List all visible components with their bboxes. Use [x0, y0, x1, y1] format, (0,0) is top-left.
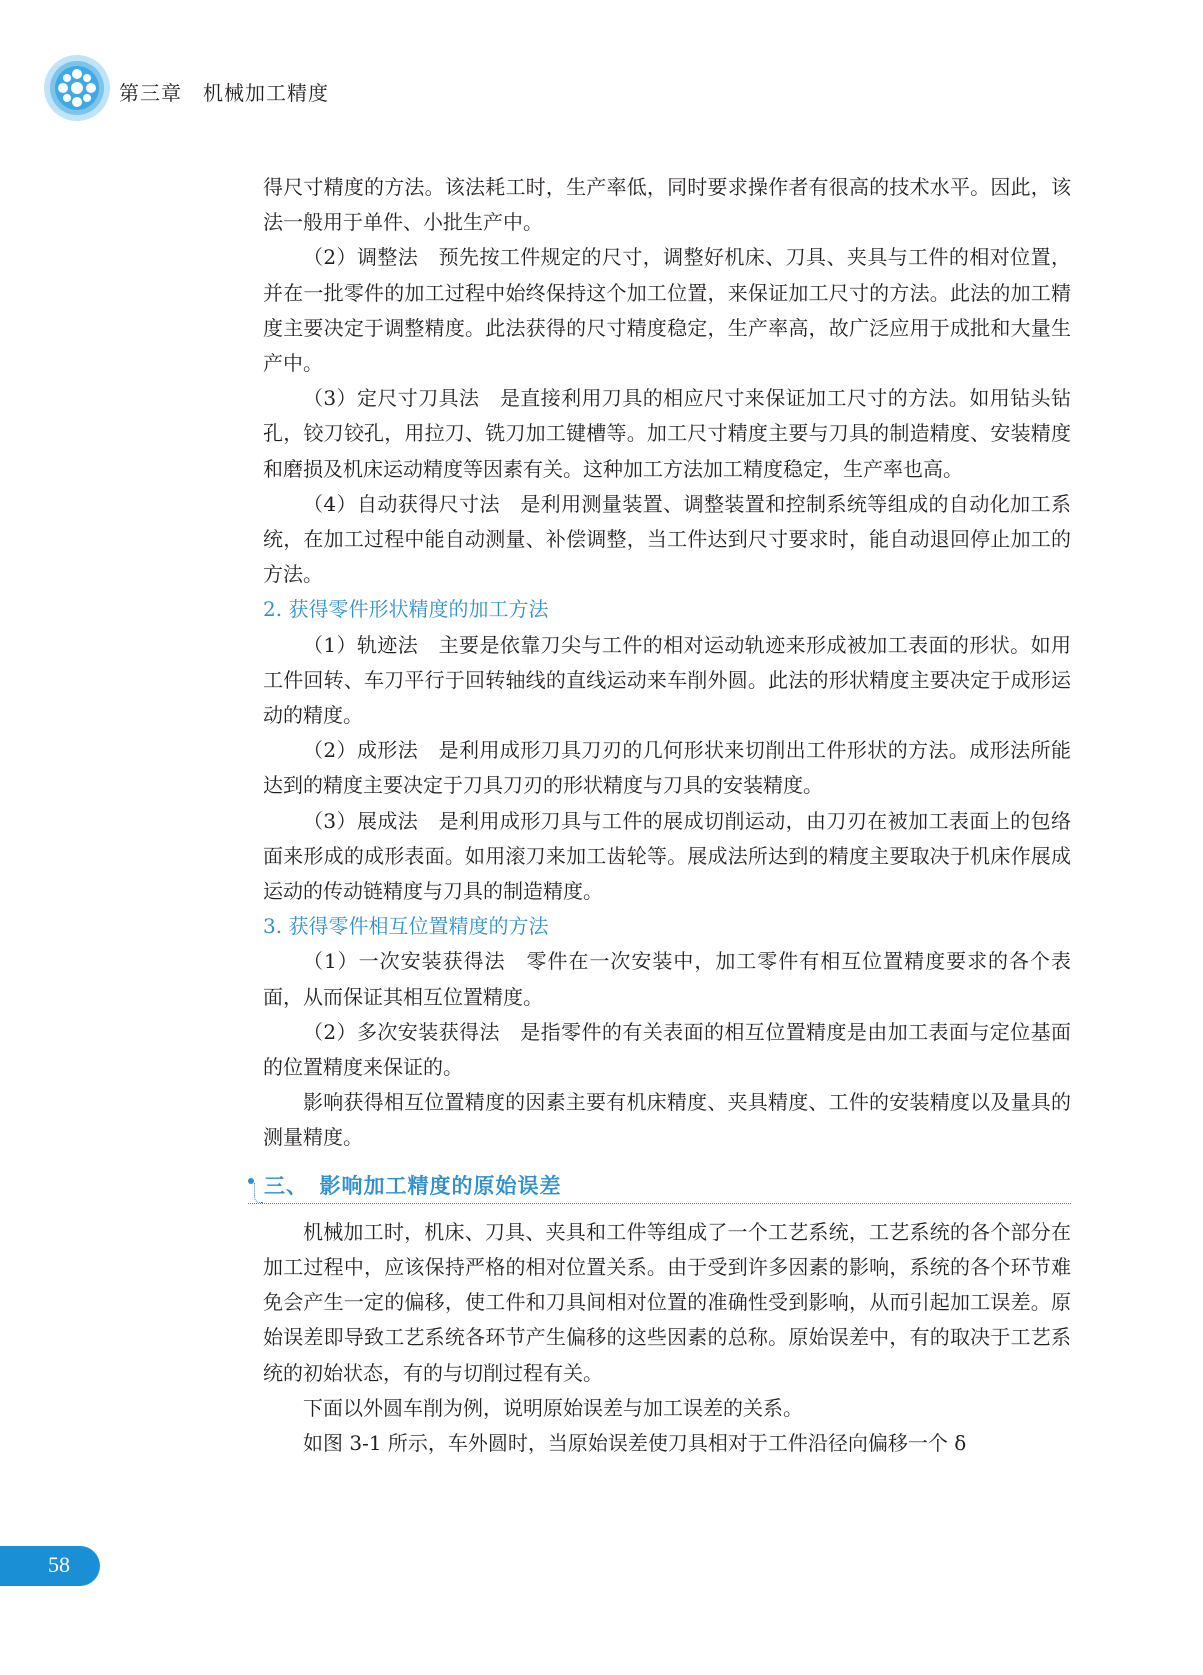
paragraph: 下面以外圆车削为例，说明原始误差与加工误差的关系。	[303, 1395, 803, 1420]
page-header	[43, 54, 443, 124]
paragraph: （3）定尺寸刀具法 是直接利用刀具的相应尺寸来保证加工尺寸的方法。如用钻头钻孔，铰刀铰孔，用拉刀、铣刀加工键槽等。加工尺寸精度主要与刀具的制造精度、安装精度和磨损及机床运动精度等因素有关。这种加工方法加工精度稳定，生产率也高。	[263, 386, 1071, 481]
paragraph: （1）一次安装获得法 零件在一次安装中，加工零件有相互位置精度要求的各个表面，从而保证其相互位置精度。	[263, 949, 1071, 1009]
paragraph: （2）成形法 是利用成形刀具刀刃的几何形状来切削出工件形状的方法。成形法所能达到的精度主要决定于刀具刀刃的形状精度与刀具的安装精度。	[263, 738, 1071, 798]
page-number: 58	[48, 1552, 70, 1577]
paragraph: 得尺寸精度的方法。该法耗工时，生产率低，同时要求操作者有很高的技术水平。因此，该法一般用于单件、小批生产中。	[263, 175, 1071, 235]
paragraph: 影响获得相互位置精度的因素主要有机床精度、夹具精度、工件的安装精度以及量具的测量精度。	[263, 1090, 1071, 1150]
section-heading	[248, 1169, 1071, 1204]
chapter-title: 第三章 机械加工精度	[119, 81, 329, 105]
paragraph: （2）多次安装获得法 是指零件的有关表面的相互位置精度是由加工表面与定位基面的位置精度来保证的。	[263, 1019, 1071, 1080]
film-reel-logo-icon	[43, 54, 111, 122]
heading-bracket-decoration	[254, 1183, 263, 1203]
paragraph: 机械加工时，机床、刀具、夹具和工件等组成了一个工艺系统，工艺系统的各个部分在加工过程中，应该保持严格的相对位置关系。由于受到许多因素的影响，系统的各个环节难免会产生一定的偏移，使工件和刀具间相对位置的准确性受到影响，从而引起加工误差。原始误差即导致工艺系统各环节产生偏移的这些因素的总称。原始误差中，有的取决于工艺系统的初始状态，有的与切削过程有关。	[263, 1219, 1071, 1385]
paragraph: （4）自动获得尺寸法 是利用测量装置、调整装置和控制系统等组成的自动化加工系统，在加工过程中能自动测量、补偿调整，当工件达到尺寸要求时，能自动退回停止加工的方法。	[263, 491, 1071, 587]
paragraph: 如图 3-1 所示，车外圆时，当原始误差使刀具相对于工件沿径向偏移一个 δ	[303, 1430, 967, 1455]
section-title: 三、 影响加工精度的原始误差	[264, 1173, 562, 1198]
subheading: 3. 获得零件相互位置精度的方法	[263, 914, 549, 939]
paragraph: （1）轨迹法 主要是依靠刀尖与工件的相对运动轨迹来形成被加工表面的形状。如用工件回转、车刀平行于回转轴线的直线运动来车削外圆。此法的形状精度主要决定于成形运动的精度。	[263, 632, 1071, 728]
page-body	[263, 170, 1071, 1461]
paragraph: （3）展成法 是利用成形刀具与工件的展成切削运动，由刀刃在被加工表面上的包络面来形成的成形表面。如用滚刀来加工齿轮等。展成法所达到的精度主要取决于机床作展成运动的传动链精度与刀具的制造精度。	[263, 808, 1071, 904]
subheading: 2. 获得零件形状精度的加工方法	[263, 597, 549, 622]
page-number-badge	[0, 1546, 100, 1586]
paragraph: （2）调整法 预先按工件规定的尺寸，调整好机床、刀具、夹具与工件的相对位置，并在一批零件的加工过程中始终保持这个加工位置，来保证加工尺寸的方法。此法的加工精度主要决定于调整精度。此法获得的尺寸精度稳定，生产率高，故广泛应用于成批和大量生产中。	[263, 245, 1071, 376]
